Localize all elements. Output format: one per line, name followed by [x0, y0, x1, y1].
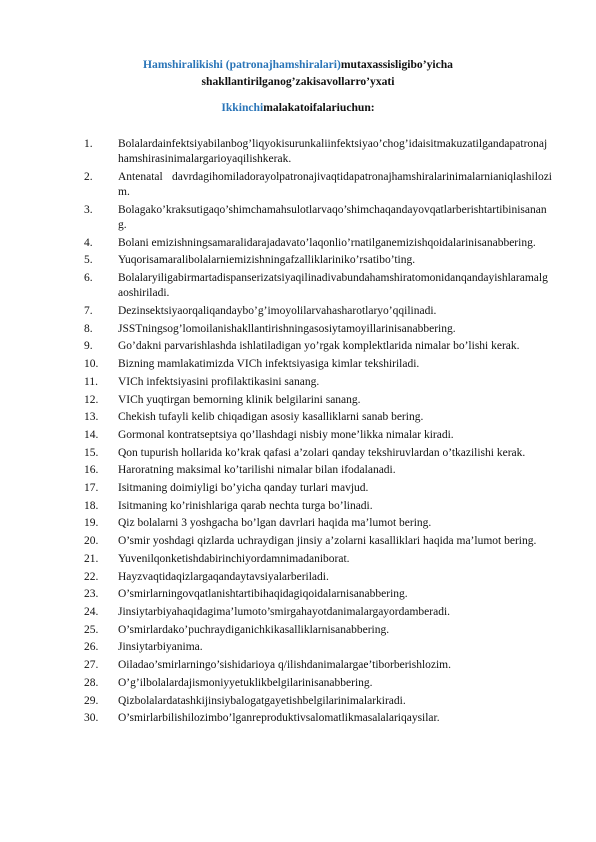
question-item — [84, 570, 552, 585]
question-item — [84, 640, 552, 655]
question-number: 1. — [84, 138, 93, 150]
question-number: 15. — [84, 446, 99, 459]
question-number: 22. — [84, 570, 99, 583]
question-number: 13. — [84, 411, 99, 424]
title-line2: shakllantirilganog’zakisavollarro’yxati — [201, 75, 395, 88]
question-number: 28. — [84, 676, 99, 689]
question-number: 8. — [84, 322, 93, 335]
question-number: 14. — [84, 428, 99, 441]
question-text: Qizbolalardatashkijinsiybalogatgayetishbelgilarinimalarkiradi. — [118, 694, 406, 707]
question-text: Haroratning maksimal ko’tarilishi nimalar bilan ifodalanadi. — [118, 464, 396, 477]
question-number: 6. — [84, 272, 93, 285]
question-text: Antenatal davrdagihomiladorayolpatronajivaqtidapatronajhamshiralarinimalarnianiqlashilozim. — [118, 170, 552, 199]
question-text: O’smir yoshdagi qizlarda uchraydigan jinsiy a’zolarni kasalliklari haqida ma’lumot bering. — [118, 535, 537, 548]
question-item — [84, 499, 552, 514]
question-number: 12. — [84, 393, 99, 406]
question-text: Isitmaning doimiyligi bo’yicha qanday turlari mavjud. — [118, 482, 369, 495]
question-text: Chekish tufayli kelib chiqadigan asosiy kasalliklarni sanab bering. — [118, 411, 424, 424]
question-text: Gormonal kontratseptsiya qo’llashdagi nisbiy mone’likka nimalar kiradi. — [118, 428, 454, 441]
question-number: 17. — [84, 482, 99, 495]
question-item — [84, 481, 552, 496]
question-text: Dezinsektsiyaorqaliqandaybo’g’imoyolilarvahasharotlaryo’qqilinadi. — [118, 305, 437, 318]
question-number: 29. — [84, 694, 99, 707]
question-text: VICh infektsiyasini profilaktikasini sanang. — [118, 375, 320, 388]
question-number: 2. — [84, 170, 93, 183]
question-number: 11. — [84, 375, 98, 388]
question-text: O’smirlarbilishilozimbo’lganreproduktivsalomatlikmasalalariqaysilar. — [118, 712, 440, 725]
question-number: 21. — [84, 552, 99, 565]
title-rest: mutaxassisligibo’yicha — [340, 58, 453, 71]
question-number: 16. — [84, 464, 99, 477]
title-accent: Hamshiralikishi (patronajhamshiralari) — [143, 58, 341, 71]
question-number: 25. — [84, 623, 99, 636]
question-text: Qon tupurish hollarida ko’krak qafasi a’zolari qanday tekshiruvlardan o’tkazilishi kerak. — [118, 446, 526, 459]
question-item — [84, 676, 552, 691]
question-text: Hayzvaqtidaqizlargaqandaytavsiyalarberiladi. — [118, 570, 329, 583]
question-text: Oiladao’smirlarningo’sishidarioya q/ilishdanimalargae’tiborberishlozim. — [118, 659, 452, 672]
question-text: O’smirlardako’puchraydiganichkikasalliklarnisanabbering. — [118, 623, 390, 636]
question-list — [84, 137, 552, 729]
question-item — [84, 170, 552, 200]
question-text: Yuvenilqonketishdabirinchiyordamnimadaniborat. — [118, 552, 350, 565]
question-text: Bolagako’kraksutigaqo’shimchamahsulotlarvaqo’shimchaqandayovqatlarberishtartibinisanang. — [118, 203, 547, 232]
subtitle-rest: malakatoifalariuchun: — [263, 101, 375, 114]
question-text: Yuqorisamaralibolalarniemizishningafzalliklariniko’rsatibo’ting. — [118, 254, 416, 267]
question-item — [84, 587, 552, 602]
question-item — [84, 339, 552, 354]
question-text: Jinsiytarbiyanima. — [118, 641, 203, 654]
question-number: 3. — [84, 203, 93, 216]
question-number: 10. — [84, 358, 99, 371]
question-number: 4. — [84, 236, 93, 249]
question-text: Bolalaryiligabirmartadispanserizatsiyaqilinadivabundahamshiratomonidanqandayishlaramalgaoshiriladi. — [118, 272, 548, 300]
question-item — [84, 711, 552, 726]
question-item — [84, 271, 552, 301]
question-text: O’g’ilbolalardajismoniyyetuklikbelgilarinisanabbering. — [118, 676, 373, 689]
question-item — [84, 605, 552, 620]
question-number: 7. — [84, 305, 93, 318]
question-item — [84, 463, 552, 478]
question-number: 5. — [84, 254, 93, 267]
question-number: 27. — [84, 659, 99, 672]
question-text: Bizning mamlakatimizda VICh infektsiyasiga kimlar tekshiriladi. — [118, 358, 420, 371]
question-item — [84, 552, 552, 567]
subtitle-accent: Ikkinchi — [221, 101, 264, 114]
question-number: 26. — [84, 641, 99, 654]
question-number: 23. — [84, 588, 99, 601]
document-subtitle — [60, 100, 536, 116]
question-item — [84, 446, 552, 461]
question-item — [84, 623, 552, 638]
question-item — [84, 236, 552, 251]
question-item — [84, 516, 552, 531]
question-text: O’smirlarningovqatlanishtartibihaqidagiqoidalarnisanabbering. — [118, 588, 408, 601]
question-text: Bolalardainfektsiyabilanbog’liqyokisurunkaliinfektsiyao’chog’idaisitmakuzatilgandapatronajhamshirasinimalargarioyaqilishkerak. — [118, 138, 548, 166]
question-text: Qiz bolalarni 3 yoshgacha bo’lgan davrlari haqida ma’lumot bering. — [118, 517, 432, 530]
question-number: 9. — [84, 340, 93, 353]
document-title — [60, 56, 536, 90]
question-text: VICh yuqtirgan bemorning klinik belgilarini sanang. — [118, 393, 361, 406]
question-item — [84, 203, 552, 233]
question-number: 18. — [84, 499, 99, 512]
question-text: Jinsiytarbiyahaqidagima’lumoto’smirgahayotdanimalargayordamberadi. — [118, 605, 451, 618]
question-number: 20. — [84, 535, 99, 548]
question-item — [84, 137, 552, 167]
question-item — [84, 304, 552, 319]
question-item — [84, 357, 552, 372]
question-text: Isitmaning ko’rinishlariga qarab nechta turga bo’linadi. — [118, 499, 373, 512]
question-item — [84, 410, 552, 425]
question-number: 24. — [84, 605, 99, 618]
question-item — [84, 658, 552, 673]
question-item — [84, 375, 552, 390]
question-number: 30. — [84, 712, 99, 725]
question-item — [84, 534, 552, 549]
question-item — [84, 322, 552, 337]
question-text: JSSTningsog’lomoilanishakllantirishningasosiytamoyillarinisanabbering. — [118, 322, 456, 335]
question-item — [84, 393, 552, 408]
question-item — [84, 253, 552, 268]
question-text: Bolani emizishningsamaralidarajadavato’laqonlio’rnatilganemizishqoidalarinisanabbering. — [118, 236, 536, 249]
question-text: Go’dakni parvarishlashda ishlatiladigan yo’rgak komplektlarida nimalar bo’lishi kerak. — [118, 340, 520, 353]
question-number: 19. — [84, 517, 99, 530]
question-item — [84, 694, 552, 709]
question-item — [84, 428, 552, 443]
